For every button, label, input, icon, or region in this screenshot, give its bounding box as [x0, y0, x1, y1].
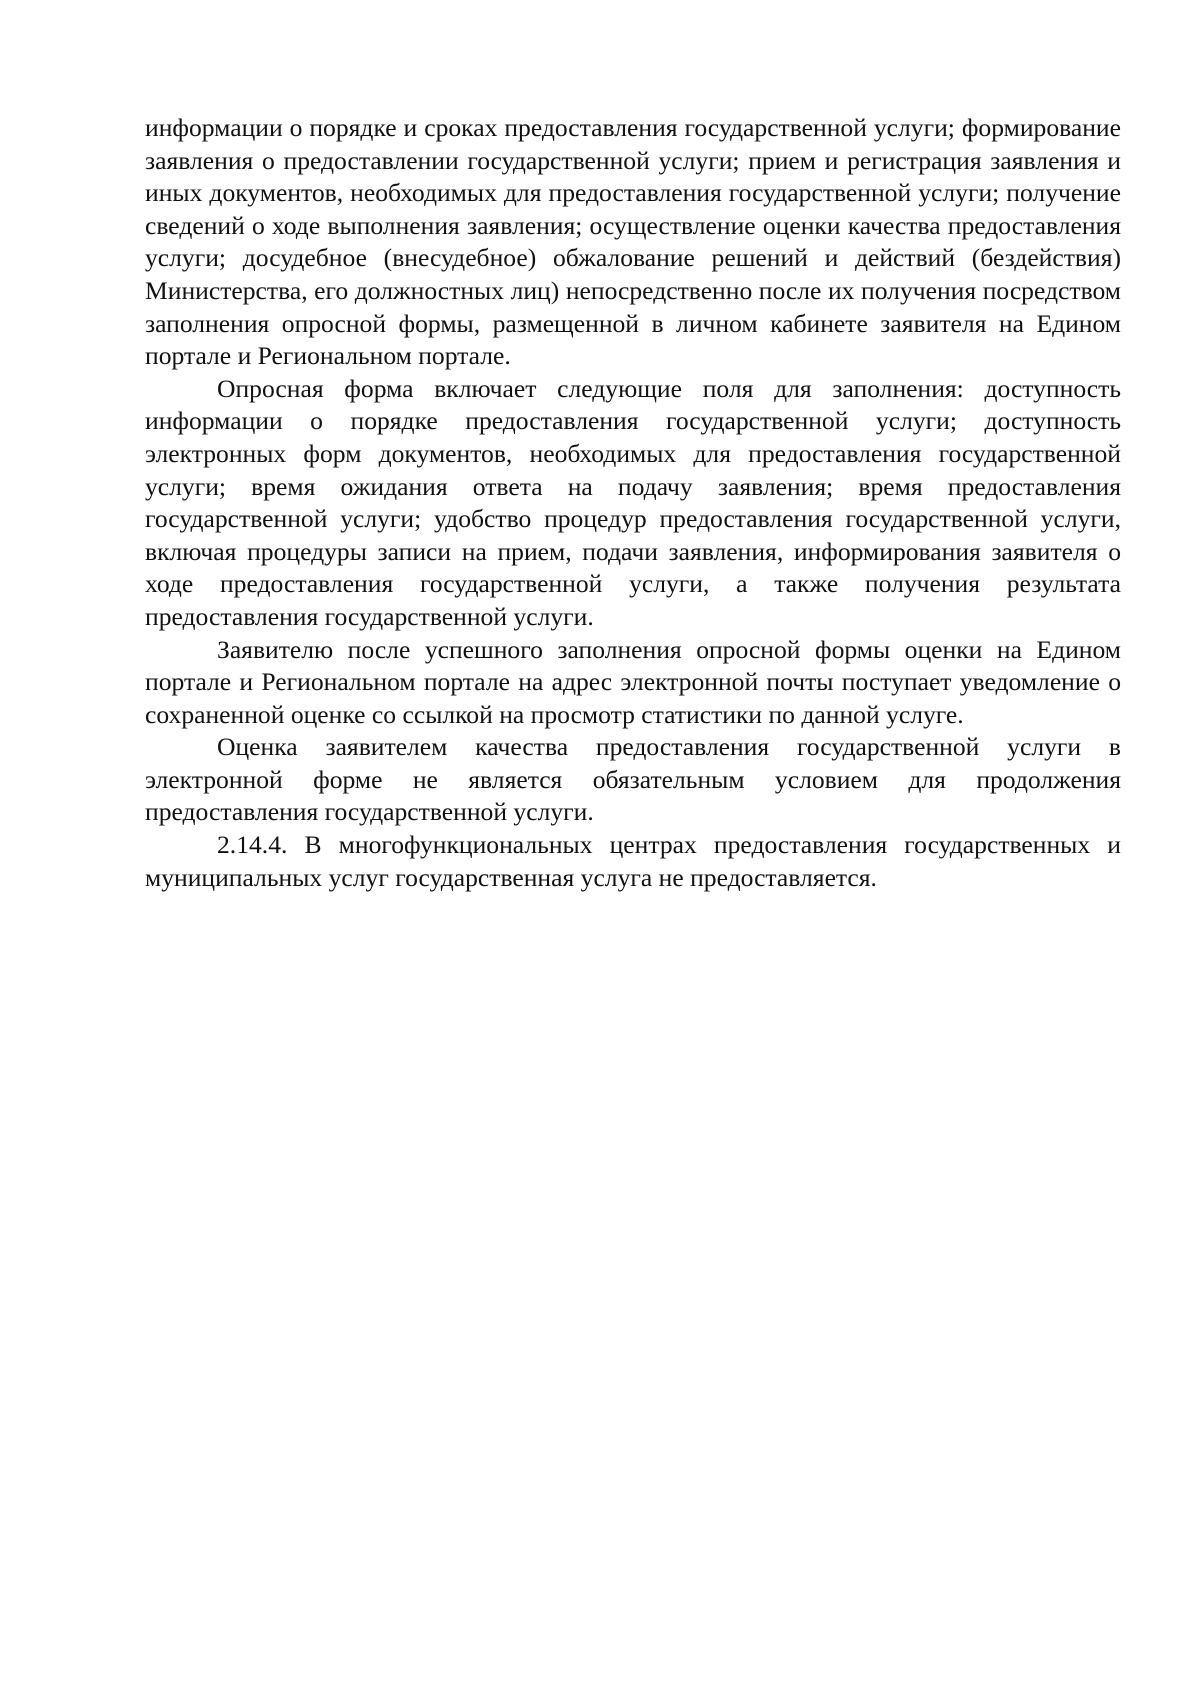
paragraph-2: Опросная форма включает следующие поля для заполнения: доступность информации о порядке предоставления государственной услуги; доступность электронных форм документов, необходимых для предоставления государственной услуги; время ожидания ответа на подачу заявления; время предоставления государственной услуги; удобство процедур предоставления государственной услуги, включая процедуры записи на прием, подачи заявления, информирования заявителя о ходе предоставления государственной услуги, а также получения результата предоставления государственной услуги. [145, 373, 1121, 631]
paragraph-3: Заявителю после успешного заполнения опросной формы оценки на Едином портале и Региональном портале на адрес электронной почты поступает уведомление о сохраненной оценке со ссылкой на просмотр статистики по данной услуге. [145, 634, 1121, 729]
paragraph-5: 2.14.4. В многофункциональных центрах предоставления государственных и муниципальных услуг государственная услуга не предоставляется. [145, 830, 1121, 892]
document-body [145, 112, 1121, 894]
paragraph-1: информации о порядке и сроках предоставления государственной услуги; формирование заявления о предоставлении государственной услуги; прием и регистрация заявления и иных документов, необходимых для предоставления государственной услуги; получение сведений о ходе выполнения заявления; осуществление оценки качества предоставления услуги; досудебное (внесудебное) обжалование решений и действий (бездействия) Министерства, его должностных лиц) непосредственно после их получения посредством заполнения опросной формы, размещенной в личном кабинете заявителя на Едином портале и Региональном портале. [145, 113, 1121, 371]
paragraph-4: Оценка заявителем качества предоставления государственной услуги в электронной форме не является обязательным условием для продолжения предоставления государственной услуги. [145, 732, 1121, 827]
